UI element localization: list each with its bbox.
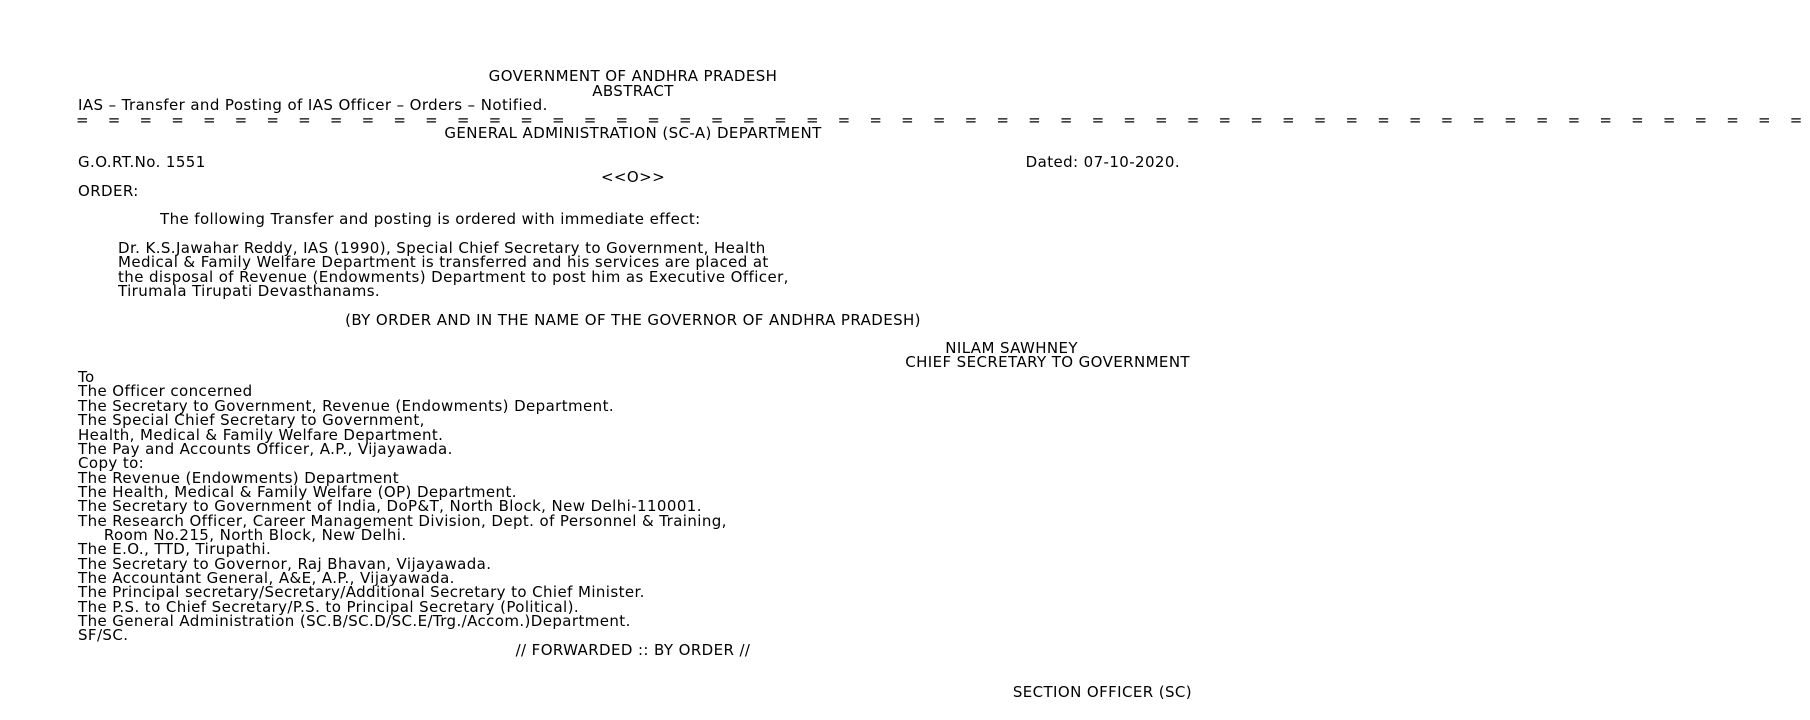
file-reference: SF/SC. bbox=[78, 626, 129, 644]
distribution-line: The Special Chief Secretary to Government, bbox=[78, 411, 425, 429]
by-order-line: (BY ORDER AND IN THE NAME OF THE GOVERNOR OF ANDHRA PRADESH) bbox=[345, 311, 921, 329]
copy-to-label: Copy to: bbox=[78, 454, 145, 472]
distribution-line: The Secretary to Government of India, DoP&T, North Block, New Delhi-110001. bbox=[78, 497, 702, 515]
equals-divider: = = = = = = = = = = = = = = = = = = = = = = = = = = = = = = = = = = = = = = = = = = = = = = = = = = = = = = = bbox=[76, 111, 1810, 129]
distribution-line: Room No.215, North Block, New Delhi. bbox=[78, 526, 407, 544]
government-heading: GOVERNMENT OF ANDHRA PRADESH bbox=[488, 67, 778, 85]
forwarded-line: // FORWARDED :: BY ORDER // bbox=[515, 641, 751, 659]
distribution-line: The Pay and Accounts Officer, A.P., Vijayawada. bbox=[78, 440, 453, 458]
distribution-line: The Officer concerned bbox=[78, 382, 253, 400]
distribution-line: The Research Officer, Career Management Division, Dept. of Personnel & Training, bbox=[78, 512, 727, 530]
order-paragraph-line: Medical & Family Welfare Department is transferred and his services are placed at bbox=[118, 253, 769, 271]
signatory-name: NILAM SAWHNEY bbox=[945, 339, 1078, 357]
order-date: Dated: 07-10-2020. bbox=[1025, 153, 1180, 171]
distribution-line: The E.O., TTD, Tirupathi. bbox=[78, 540, 272, 558]
signatory-title: CHIEF SECRETARY TO GOVERNMENT bbox=[905, 353, 1190, 371]
distribution-line: Health, Medical & Family Welfare Department. bbox=[78, 426, 444, 444]
distribution-line: The P.S. to Chief Secretary/P.S. to Principal Secretary (Political). bbox=[78, 598, 580, 616]
abstract-heading: ABSTRACT bbox=[592, 82, 674, 100]
distribution-line: The Accountant General, A&E, A.P., Vijayawada. bbox=[78, 569, 455, 587]
order-paragraph-line: Tirumala Tirupati Devasthanams. bbox=[118, 282, 381, 300]
department-heading: GENERAL ADMINISTRATION (SC-A) DEPARTMENT bbox=[444, 124, 822, 142]
distribution-line: The Revenue (Endowments) Department bbox=[78, 469, 399, 487]
order-label: ORDER: bbox=[78, 182, 139, 200]
order-paragraph-line: the disposal of Revenue (Endowments) Department to post him as Executive Officer, bbox=[118, 268, 789, 286]
order-intro: The following Transfer and posting is ordered with immediate effect: bbox=[160, 210, 701, 228]
distribution-line: The Principal secretary/Secretary/Additional Secretary to Chief Minister. bbox=[78, 583, 645, 601]
order-separator: <<O>> bbox=[600, 168, 666, 186]
distribution-line: The Health, Medical & Family Welfare (OP) Department. bbox=[78, 483, 517, 501]
distribution-line: To bbox=[78, 368, 95, 386]
section-officer-label: SECTION OFFICER (SC) bbox=[1012, 683, 1192, 701]
subject-line: IAS – Transfer and Posting of IAS Officer – Orders – Notified. bbox=[78, 96, 548, 114]
order-paragraph-line: Dr. K.S.Jawahar Reddy, IAS (1990), Special Chief Secretary to Government, Health bbox=[118, 239, 766, 257]
distribution-line: The Secretary to Governor, Raj Bhavan, Vijayawada. bbox=[78, 555, 492, 573]
distribution-line: The General Administration (SC.B/SC.D/SC.E/Trg./Accom.)Department. bbox=[78, 612, 631, 630]
order-number: G.O.RT.No. 1551 bbox=[78, 153, 206, 171]
distribution-line: The Secretary to Government, Revenue (Endowments) Department. bbox=[78, 397, 615, 415]
